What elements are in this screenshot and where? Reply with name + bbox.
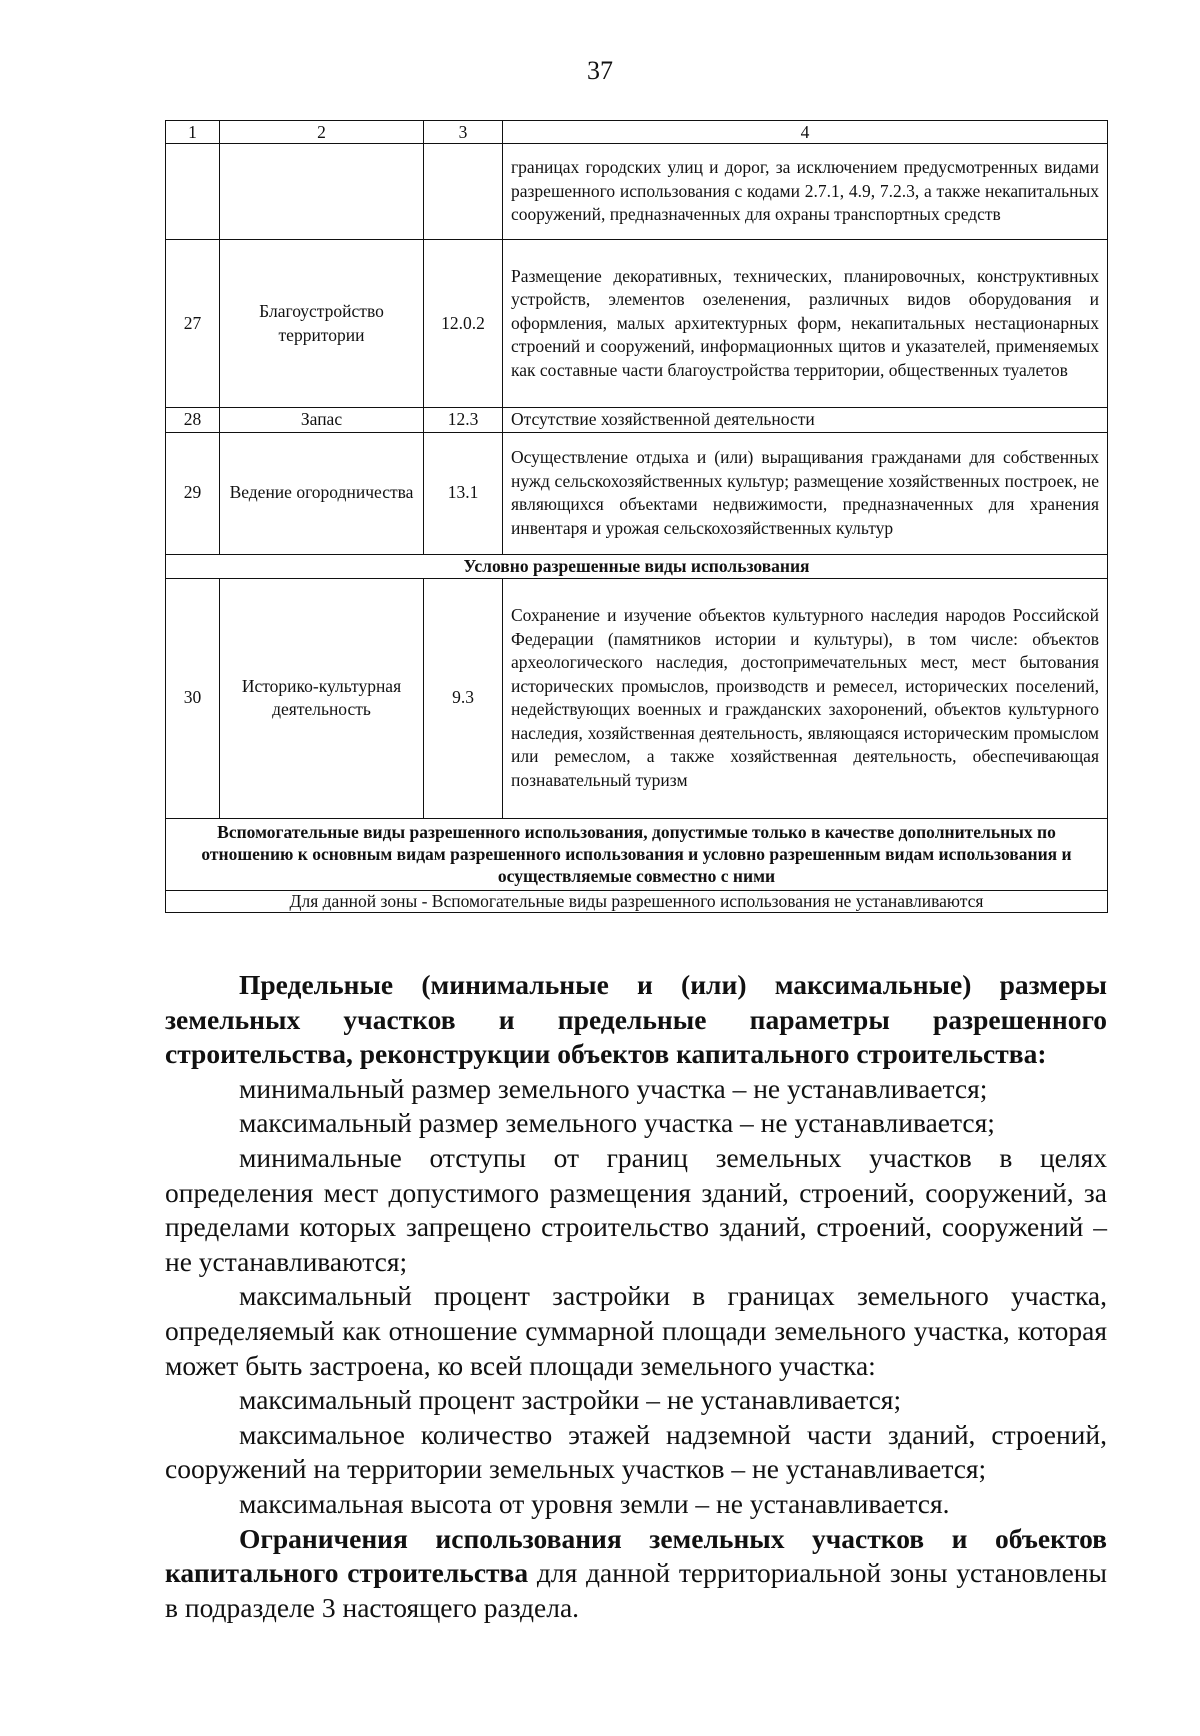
limits-heading: Предельные (минимальные и (или) максимальные) размеры земельных участков и предельные параметры разрешенного строительства, реконструкции объектов капитального строительства: [165, 969, 1107, 1070]
permitted-uses-table [165, 120, 1108, 913]
row-code: 9.3 [424, 578, 503, 818]
table-row [166, 432, 1108, 554]
row-description: Осуществление отдыха и (или) выращивания гражданами для собственных нужд сельскохозяйственных культур; размещение хозяйственных построек, не являющихся объектами недвижимости, предназначенных для хранения инвентаря и урожая сельскохозяйственных культур [503, 432, 1108, 554]
table-row [166, 578, 1108, 818]
row-name: Ведение огородничества [220, 432, 424, 554]
conditional-uses-heading: Условно разрешенные виды использования [166, 554, 1108, 578]
row-name: Благоустройство территории [220, 240, 424, 408]
row-number: 27 [166, 240, 220, 408]
row-name: Историко-культурная деятельность [220, 578, 424, 818]
param-min-plot: минимальный размер земельного участка – не устанавливается; [239, 1072, 988, 1104]
parameters-text [165, 968, 1107, 1625]
row-description: Сохранение и изучение объектов культурного наследия народов Российской Федерации (памятников истории и культуры), в том числе: объектов археологического наследия, достопримечательных мест, мест бытования исторических промыслов, производств и ремесел, исторических поселений, недействующих военных и гражданских захоронений, объектов культурного наследия, хозяйственная деятельность, являющаяся историческим промыслом или ремеслом, а также хозяйственная деятельность, обеспечивающая познавательный туризм [503, 578, 1108, 818]
param-height: максимальная высота от уровня земли – не устанавливается. [239, 1487, 950, 1519]
table-row-continuation [166, 144, 1108, 240]
table-header-row [166, 121, 1108, 144]
row-number: 30 [166, 578, 220, 818]
row-description: границах городских улиц и дорог, за исключением предусмотренных видами разрешенного использования с кодами 2.7.1, 4.9, 7.2.3, а также некапитальных сооружений, предназначенных для охраны транспортных средств [503, 144, 1108, 240]
table-row [166, 408, 1108, 433]
param-coverage-definition: максимальный процент застройки в границах земельного участка, определяемый как отношение суммарной площади земельного участка, которая может быть застроена, ко всей площади земельного участка: [165, 1280, 1107, 1381]
param-setbacks: минимальные отступы от границ земельных участков в целях определения мест допустимого размещения зданий, строений, сооружений, за пределами которых запрещено строительство зданий, строений, сооружений – не устанавливаются; [165, 1141, 1107, 1277]
row-number: 28 [166, 408, 220, 433]
row-code: 12.0.2 [424, 240, 503, 408]
page-number: 37 [587, 56, 613, 85]
row-description: Размещение декоративных, технических, планировочных, конструктивных устройств, элементов озеленения, различных видов оборудования и оформления, малых архитектурных форм, некапитальных нестационарных строений и сооружений, информационных щитов и указателей, применяемых как составные части благоустройства территории, общественных туалетов [503, 240, 1108, 408]
row-name: Запас [220, 408, 424, 433]
param-max-plot: максимальный размер земельного участка – не устанавливается; [239, 1107, 995, 1139]
restrictions-rest: для данной территориальной зоны установлены в подразделе 3 настоящего раздела. [165, 1557, 1107, 1623]
header-cell-3: 3 [424, 121, 503, 144]
restrictions-paragraph [165, 1522, 1107, 1626]
auxiliary-note-start: Для данной зоны - Вспомогательные виды [289, 890, 612, 911]
section-row-auxiliary [166, 818, 1108, 890]
header-cell-1: 1 [166, 121, 220, 144]
section-row-conditional [166, 554, 1108, 578]
auxiliary-uses-heading: Вспомогательные виды разрешенного использования, допустимые только в качестве дополнительных по отношению к основным видам разрешенного использования и условно разрешенным видам использования и осуществляемые совместно с ними [166, 818, 1108, 890]
auxiliary-note-end: разрешенного использования не устанавливаются [611, 890, 984, 911]
param-floors: максимальное количество этажей надземной части зданий, строений, сооружений на территории земельных участков – не устанавливается; [165, 1418, 1107, 1485]
param-coverage: максимальный процент застройки – не устанавливается; [239, 1384, 902, 1416]
row-description: Отсутствие хозяйственной деятельности [503, 408, 1108, 433]
note-row [166, 890, 1108, 912]
restrictions-bold: Ограничения использования земельных участков и объектов капитального строительства [165, 1522, 1107, 1589]
row-number: 29 [166, 432, 220, 554]
auxiliary-uses-note [166, 890, 1108, 912]
header-cell-2: 2 [220, 121, 424, 144]
table-row [166, 240, 1108, 408]
header-cell-4: 4 [503, 121, 1108, 144]
row-code: 13.1 [424, 432, 503, 554]
row-code: 12.3 [424, 408, 503, 433]
